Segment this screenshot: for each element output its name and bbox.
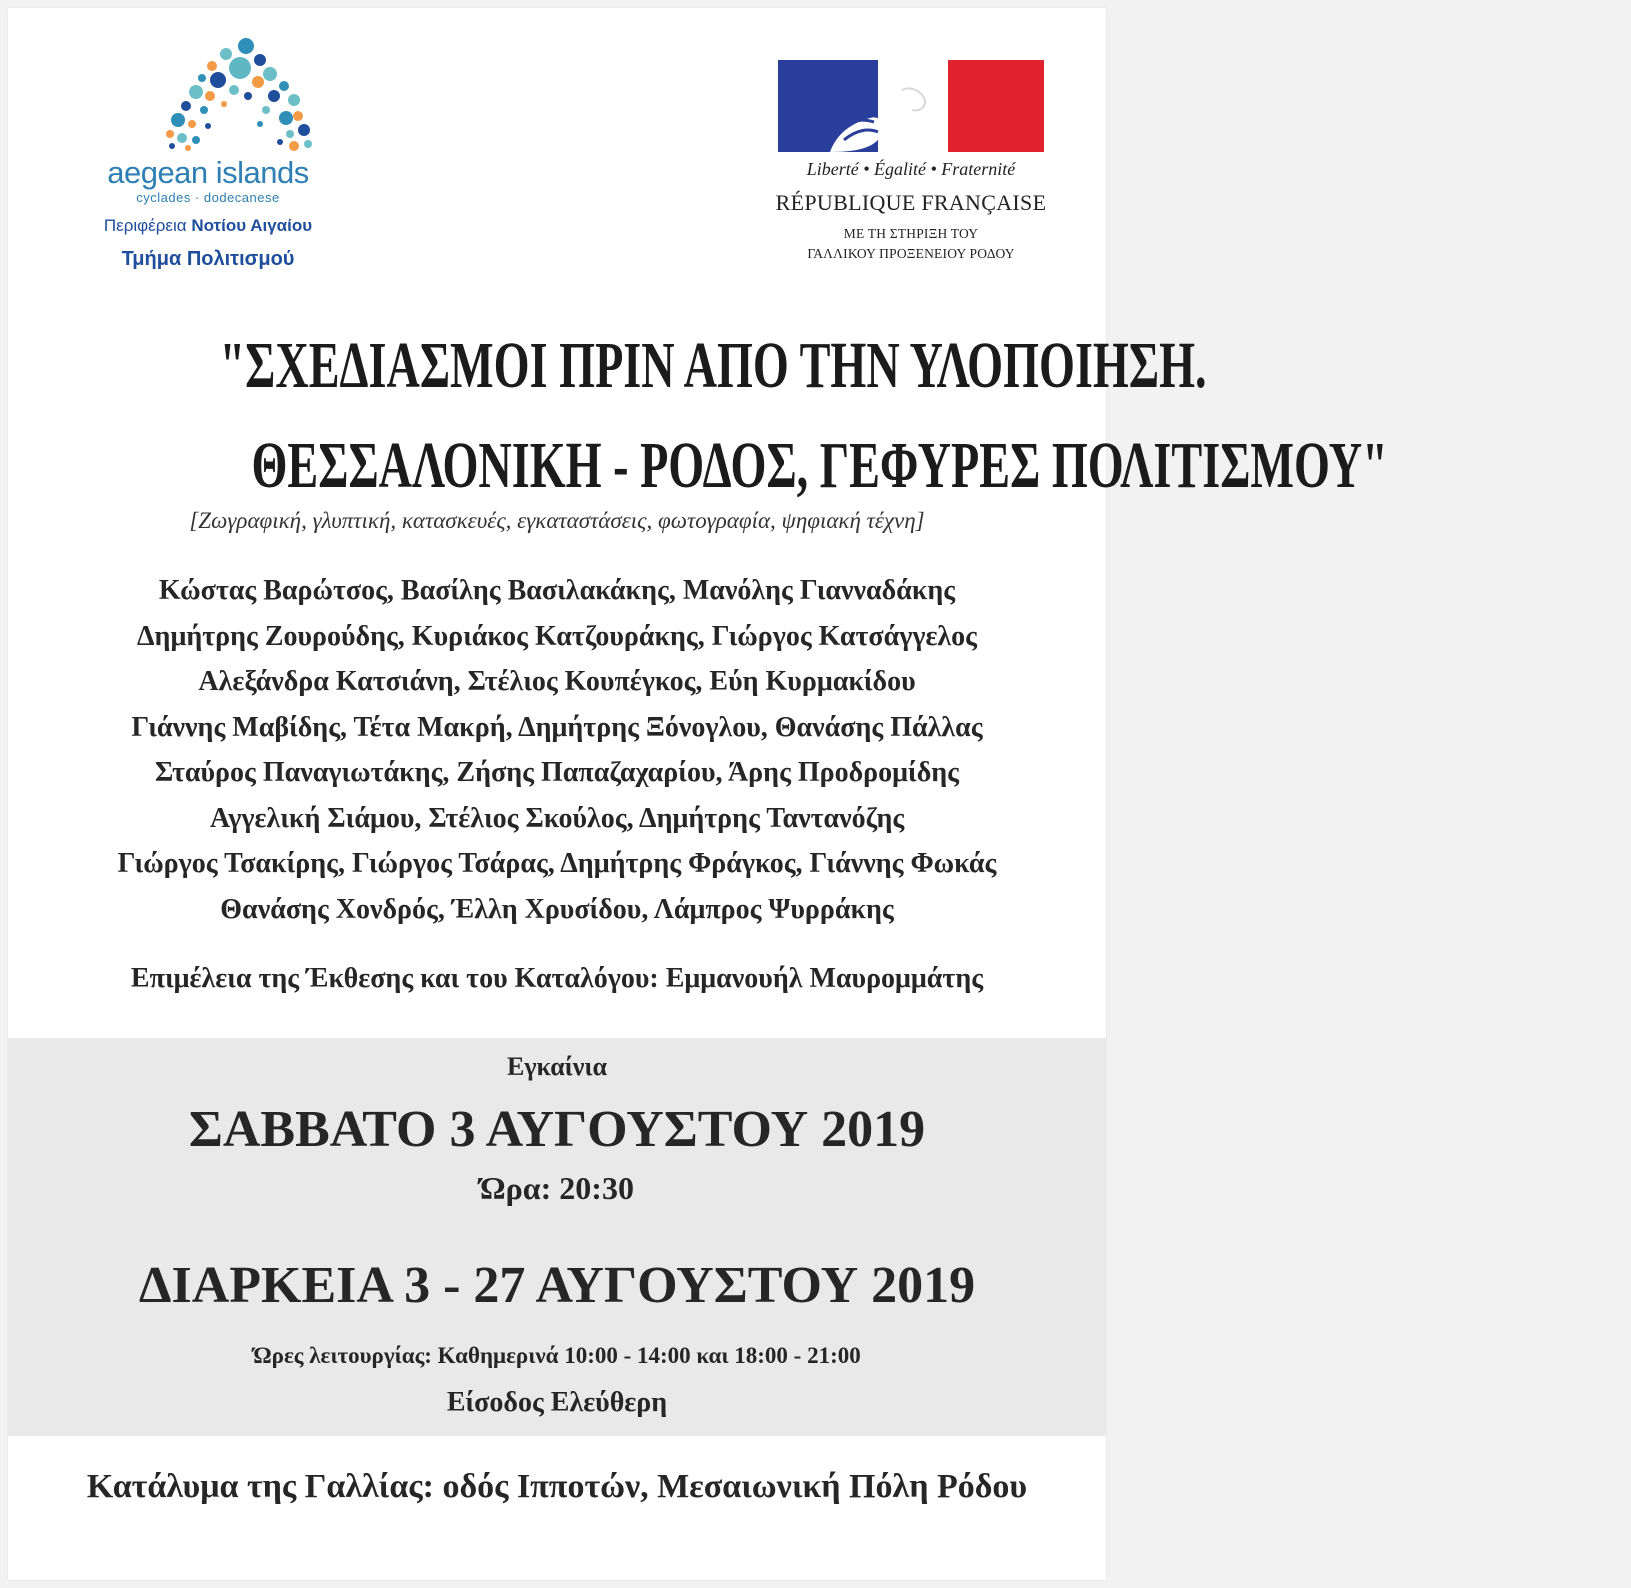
french-motto: Liberté • Égalité • Fraternité	[806, 159, 1016, 179]
exhibition-duration: ΔΙΑΡΚΕΙΑ 3 - 27 ΑΥΓΟΥΣΤΟΥ 2019	[138, 1257, 976, 1314]
artists-line: Σταύρος Παναγιωτάκης, Ζήσης Παπαζαχαρίου, Άρης Προδρομίδης	[155, 757, 959, 788]
venue-address: Κατάλυμα της Γαλλίας: οδός Ιπποτών, Μεσαιωνική Πόλη Ρόδου	[86, 1468, 1028, 1505]
region-label	[63, 216, 353, 236]
republique-francaise: RÉPUBLIQUE FRANÇAISE	[775, 190, 1047, 215]
support-line-2: ΓΑΛΛΙΚΟΥ ΠΡΟΞΕΝΕΙΟΥ ΡΟΔΟΥ	[807, 246, 1015, 261]
artists-line: Κώστας Βαρώτσος, Βασίλης Βασιλακάκης, Μανόλης Γιανναδάκης	[158, 575, 956, 606]
title-line-2: ΘΕΣΣΑΛΟΝΙΚΗ - ΡΟΔΟΣ, ΓΕΦΥΡΕΣ ΠΟΛΙΤΙΣΜΟΥ"	[251, 429, 1388, 502]
opening-time: Ώρα: 20:30	[480, 1170, 634, 1206]
dotted-arch-icon	[148, 38, 318, 150]
event-info-band	[8, 1038, 1106, 1436]
region-name: Νοτίου Αιγαίου	[191, 216, 313, 235]
artists-line: Δημήτρης Ζουρούδης, Κυριάκος Κατζουράκης, Γιώργος Κατσάγγελος	[136, 620, 977, 652]
opening-hours: Ώρες λειτουργίας: Καθημερινά 10:00 - 14:00 και 18:00 - 21:00	[253, 1343, 861, 1368]
artists-line: Γιάννης Μαβίδης, Τέτα Μακρή, Δημήτρης Ξόνογλου, Θανάσης Πάλλας	[131, 711, 983, 743]
department-label: Τμήμα Πολιτισμού	[121, 248, 295, 270]
exhibition-poster	[8, 8, 1388, 1580]
marianne-flag-icon	[778, 60, 1044, 152]
support-line-1: ΜΕ ΤΗ ΣΤΗΡΙΞΗ ΤΟΥ	[843, 226, 979, 241]
aegean-subtitle: cyclades · dodecanese	[136, 190, 280, 205]
french-republic-logo	[768, 60, 1048, 280]
artists-line: Γιώργος Τσακίρης, Γιώργος Τσάρας, Δημήτρης Φράγκος, Γιάννης Φωκάς	[117, 848, 997, 879]
artists-line: Αλεξάνδρα Κατσιάνη, Στέλιος Κουπέγκος, Εύη Κυρμακίδου	[198, 666, 916, 697]
region-prefix: Περιφέρεια	[103, 216, 187, 235]
free-entry: Είσοδος Ελεύθερη	[446, 1387, 668, 1418]
opening-date: ΣΑΒΒΑΤΟ 3 ΑΥΓΟΥΣΤΟΥ 2019	[188, 1101, 926, 1158]
aegean-wordmark: aegean islands	[107, 155, 309, 190]
curator-credit: Επιμέλεια της Έκθεσης και του Καταλόγου: Εμμανουήλ Μαυρομμάτης	[130, 963, 984, 994]
artists-line: Θανάσης Χονδρός, Έλλη Χρυσίδου, Λάμπρος Ψυρράκης	[220, 893, 894, 925]
aegean-islands-logo	[63, 38, 353, 298]
artists-list	[8, 568, 1106, 932]
media-subtitle: [Ζωγραφική, γλυπτική, κατασκευές, εγκαταστάσεις, φωτογραφία, ψηφιακή τέχνη]	[189, 508, 925, 533]
title-line-1: "ΣΧΕΔΙΑΣΜΟΙ ΠΡΙΝ ΑΠΟ ΤΗΝ ΥΛΟΠΟΙΗΣΗ.	[219, 329, 1207, 402]
opening-label: Εγκαίνια	[507, 1052, 607, 1081]
artists-line: Αγγελική Σιάμου, Στέλιος Σκούλος, Δημήτρης Ταντανόζης	[209, 802, 905, 834]
